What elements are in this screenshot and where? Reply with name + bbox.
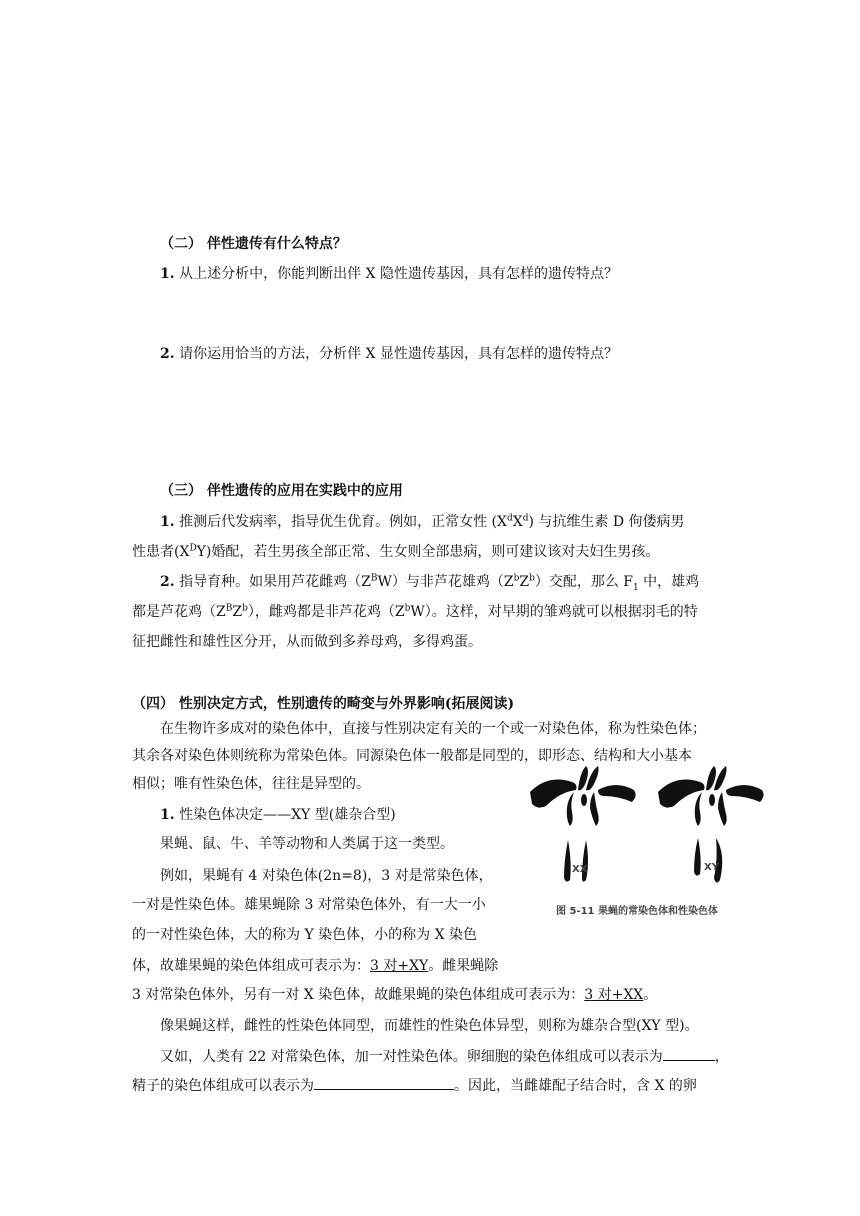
section-4-para-line-2: 其余各对染色体则统称为常染色体。同源染色体一般都是同型的，即形态、结构和大小基本 — [132, 748, 692, 764]
section-2-question-2 — [160, 344, 618, 364]
text: ， — [714, 1049, 729, 1065]
text: 都是芦花鸡（Z — [132, 604, 226, 620]
chromosome-figure — [520, 762, 770, 922]
section-2-question-1 — [160, 264, 618, 284]
section-3-para-1-line-2 — [132, 542, 659, 562]
body-line — [132, 1075, 697, 1096]
chromosome-illustration — [520, 762, 770, 922]
section-4-heading: （四） 性别决定方式，性别遗传的畸变与外界影响(拓展阅读) — [132, 696, 515, 712]
underlined-answer: 3 对+XY — [370, 958, 429, 974]
fill-in-blank[interactable] — [663, 1046, 715, 1061]
section-3-heading: （三） 伴性遗传的应用在实践中的应用 — [160, 483, 403, 499]
body-line: 果蝇、鼠、牛、羊等动物和人类属于这一类型。 — [160, 836, 454, 852]
superscript: B — [225, 603, 233, 614]
item-number: 2. — [160, 574, 175, 590]
section-3-para-2-line-2 — [132, 602, 698, 622]
subsection-1-title — [160, 805, 396, 825]
superscript: b — [242, 603, 248, 614]
underlined-answer: 3 对+XX — [584, 987, 644, 1003]
text: Y)婚配，若生男孩全部正常、生女则全部患病，则可建议该对夫妇生男孩。 — [196, 544, 660, 560]
body-line — [132, 956, 498, 976]
superscript: B — [370, 573, 378, 584]
text: 性染色体决定——XY 型(雄杂合型) — [174, 807, 396, 823]
fill-in-blank[interactable] — [314, 1075, 454, 1090]
superscript: d — [522, 513, 529, 524]
figure-caption: 图 5-11 果蝇的常染色体和性染色体 — [556, 906, 718, 917]
text: 性患者(X — [132, 544, 190, 560]
subscript: 1 — [633, 582, 639, 593]
section-3-para-1-line-1 — [160, 512, 685, 532]
body-line: 的一对性染色体，大的称为 Y 染色体，小的称为 X 染色 — [132, 927, 478, 943]
text: X — [512, 514, 523, 530]
text: ）交配，那么 F — [534, 574, 633, 590]
superscript: b — [513, 573, 520, 584]
text: W）与非芦花雄鸡（Z — [377, 574, 514, 590]
text: 。雌果蝇除 — [428, 958, 499, 974]
section-3-para-2-line-1 — [160, 572, 699, 592]
text: 3 对常染色体外，另有一对 X 染色体，故雌果蝇的染色体组成可表示为： — [132, 987, 585, 1003]
superscript: D — [189, 543, 197, 554]
question-text: 从上述分析中，你能判断出伴 X 隐性遗传基因，具有怎样的遗传特点？ — [174, 266, 618, 282]
text: W）。这样，对早期的雏鸡就可以根据羽毛的特 — [410, 604, 698, 620]
superscript: b — [529, 573, 535, 584]
text: 。因此，当雌雄配子结合时，含 X 的卵 — [454, 1078, 697, 1094]
text: 体，故雄果蝇的染色体组成可表示为： — [132, 958, 370, 974]
body-line — [132, 985, 657, 1005]
xx-label: XX — [572, 864, 588, 875]
section-4-para-line-1: 在生物许多成对的染色体中，直接与性别决定有关的一个或一对染色体，称为性染色体； — [160, 721, 706, 737]
text: 指导育种。如果用芦花雌鸡（Z — [174, 574, 371, 590]
body-line — [160, 1046, 729, 1067]
text: Z — [519, 574, 530, 590]
text: ），雌鸡都是非芦花鸡（Z — [247, 604, 405, 620]
question-number: 2. — [160, 346, 175, 362]
text: ) 与抗维生素 D 佝偻病男 — [528, 514, 685, 530]
section-4-para-line-3: 相似；唯有性染色体，往往是异型的。 — [132, 776, 370, 792]
text: 推测后代发病率，指导优生优育。例如，正常女性 (X — [174, 514, 507, 530]
body-line: 例如，果蝇有 4 对染色体(2n=8)，3 对是常染色体， — [160, 868, 493, 884]
text: 。 — [643, 987, 658, 1003]
body-line: 像果蝇这样，雌性的性染色体同型，而雄性的性染色体异型，则称为雄杂合型(XY 型)。 — [160, 1018, 699, 1034]
text: 又如，人类有 22 对常染色体，加一对性染色体。卵细胞的染色体组成可以表示为 — [160, 1049, 663, 1065]
section-3-para-2-line-3: 征把雌性和雄性区分开，从而做到多养母鸡，多得鸡蛋。 — [132, 634, 482, 650]
question-text: 请你运用恰当的方法，分析伴 X 显性遗传基因，具有怎样的遗传特点？ — [174, 346, 618, 362]
question-number: 1. — [160, 266, 175, 282]
section-2-heading: （二） 伴性遗传有什么特点？ — [160, 236, 347, 252]
body-line: 一对是性染色体。雄果蝇除 3 对常染色体外，有一大一小 — [132, 897, 486, 913]
item-number: 1. — [160, 807, 175, 823]
text: 中，雄鸡 — [638, 574, 700, 590]
item-number: 1. — [160, 514, 175, 530]
xy-label: XY — [704, 862, 719, 873]
text: Z — [232, 604, 243, 620]
text: 精子的染色体组成可以表示为 — [132, 1078, 314, 1094]
superscript: d — [506, 513, 513, 524]
superscript: b — [404, 603, 411, 614]
